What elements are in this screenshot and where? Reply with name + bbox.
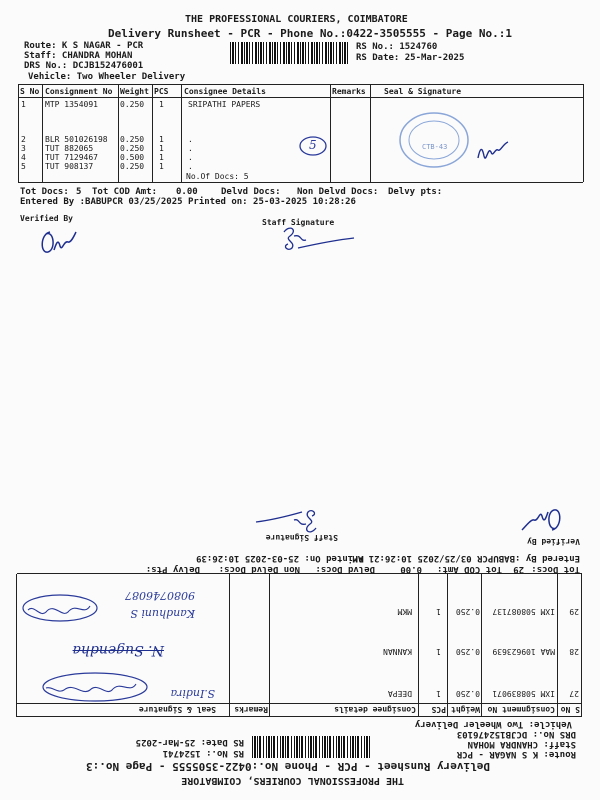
table-row: 0.250 bbox=[455, 607, 480, 616]
tot-cod-label: Tot COD Amt: bbox=[436, 564, 502, 574]
barcode bbox=[250, 736, 370, 758]
drs-number: DRS No.: DCJB152476001 bbox=[24, 61, 144, 71]
table-row: . bbox=[188, 153, 193, 162]
table-row: 3 bbox=[21, 144, 26, 153]
table-row: SRIPATHI PAPERS bbox=[188, 100, 261, 109]
tot-cod: 0.00 bbox=[176, 187, 198, 197]
entered-by: Entered By :BABUPCR 03/25/2025 bbox=[20, 197, 183, 207]
table-row: 1 bbox=[159, 144, 164, 153]
tot-docs: 29 bbox=[513, 564, 524, 574]
table-row: 0.500 bbox=[120, 153, 145, 162]
tot-cod-label: Tot COD Amt: bbox=[92, 187, 158, 197]
rs-date: RS Date: 25-Mar-2025 bbox=[356, 53, 465, 63]
col-pcs: PCS bbox=[431, 705, 446, 714]
col-consignment: Consignment No bbox=[45, 87, 113, 96]
col-consignment: Consignment No bbox=[487, 705, 555, 714]
table-row: 27 bbox=[569, 689, 579, 698]
table-row: . bbox=[188, 144, 193, 153]
handwritten-receiver-1: S.Indira bbox=[170, 687, 215, 700]
rs-number: RS No.: 1524760 bbox=[356, 42, 438, 52]
table-row: TUT 7129467 bbox=[45, 153, 98, 162]
table-row: . bbox=[188, 162, 193, 171]
staff: Staff: CHANDRA MOHAN bbox=[24, 51, 133, 61]
tot-cod: 0.00 bbox=[400, 564, 422, 574]
company-title: THE PROFESSIONAL COURIERS, COIMBATORE bbox=[181, 775, 404, 786]
delvy-pts-label: Delvy pts: bbox=[388, 187, 443, 197]
table-row: KANNAN bbox=[383, 647, 412, 656]
col-consignee: Consignee details bbox=[334, 705, 416, 714]
printed-on: Printed on: 25-03-2025 10:28:26 bbox=[188, 197, 356, 207]
printed-on: Printed On: 25-03-2025 10:26:39 bbox=[196, 553, 364, 563]
table-row: TUT 882065 bbox=[45, 144, 94, 153]
company-title: THE PROFESSIONAL COURIERS, COIMBATORE bbox=[185, 14, 408, 25]
vehicle: Vehicle: Two Wheeler Delivery bbox=[414, 719, 572, 729]
table-row: 1 bbox=[436, 647, 441, 656]
entered-by: Entered By :BABUPCR 03/25/2025 10:26:21 AM bbox=[352, 553, 580, 563]
table-row: 0.250 bbox=[120, 162, 145, 171]
table-row: DEEPA bbox=[387, 689, 412, 698]
table-row: 1 bbox=[159, 135, 164, 144]
runsheet-title: Delivery Runsheet - PCR - Phone No.:0422-3505555 - Page No.:1 bbox=[108, 27, 512, 40]
table-row: 0.250 bbox=[455, 647, 480, 656]
verified-by-label: Verified By bbox=[20, 214, 73, 223]
staff-signature-label: Staff Signature bbox=[265, 533, 338, 542]
col-sno: S No bbox=[560, 705, 580, 714]
route: Route: K S NAGAR - PCR bbox=[456, 749, 576, 759]
stamp-text: CTB-43 bbox=[422, 143, 448, 151]
rs-number: RS No.: 1524741 bbox=[162, 748, 244, 758]
table-row: 1 bbox=[159, 153, 164, 162]
table-row: TUT 908137 bbox=[45, 162, 94, 171]
tot-docs-label: Tot Docs: bbox=[531, 564, 580, 574]
col-pcs: PCS bbox=[154, 87, 169, 96]
table-row: 28 bbox=[569, 647, 579, 656]
runsheet-title: Delivery Runsheet - PCR - Phone No.:0422-3505555 - Page No.:3 bbox=[86, 760, 490, 773]
table-row: IXM 508839071 bbox=[492, 689, 555, 698]
handwritten-phone: 9080746087 bbox=[125, 589, 195, 602]
delvd-docs-label: Delvd Docs: bbox=[221, 187, 281, 197]
col-sno: S No bbox=[20, 87, 40, 96]
drs-number: DRS No.: DCJB152476103 bbox=[456, 729, 576, 739]
staff-signature bbox=[254, 506, 324, 538]
col-seal: Seal & Signature bbox=[384, 87, 462, 96]
staff-signature-label: Staff Signature bbox=[262, 218, 335, 227]
tot-docs-label: Tot Docs: bbox=[20, 187, 69, 197]
non-delvd-docs-label: Non Delvd Docs: bbox=[297, 187, 379, 197]
verified-by-label: Verified By bbox=[527, 537, 580, 546]
no-of-docs: No.Of Docs: 5 bbox=[186, 172, 249, 181]
table-row: 4 bbox=[21, 153, 26, 162]
table-row: 1 bbox=[159, 100, 164, 109]
route: Route: K S NAGAR - PCR bbox=[24, 41, 144, 51]
delvd-docs-label: Delvd Docs: bbox=[315, 564, 375, 574]
table-row: 0.250 bbox=[455, 689, 480, 698]
handwritten-count: 5 bbox=[309, 138, 317, 152]
table-row: BLR 501026198 bbox=[45, 135, 108, 144]
delvy-pts-label: Delvy Pts: bbox=[145, 564, 200, 574]
table-row: 0.250 bbox=[120, 135, 145, 144]
handwritten-scribble-1 bbox=[40, 670, 150, 704]
vehicle: Vehicle: Two Wheeler Delivery bbox=[28, 72, 186, 82]
col-remarks: Remarks bbox=[332, 87, 366, 96]
rs-date: RS Date: 25-Mar-2025 bbox=[135, 737, 244, 747]
table-row: MAA 109623639 bbox=[492, 647, 555, 656]
handwritten-scribble-2 bbox=[20, 592, 100, 624]
col-seal: Seal & Signature bbox=[138, 705, 216, 714]
staff: Staff: CHANDRA MOHAN bbox=[467, 739, 576, 749]
handwritten-receiver-2: N. Sugendha bbox=[72, 642, 164, 658]
verified-signature bbox=[520, 502, 564, 536]
table-row: . bbox=[188, 135, 193, 144]
col-weight: Weight bbox=[120, 87, 149, 96]
table-row: 0.250 bbox=[120, 100, 145, 109]
table-row: 1 bbox=[436, 607, 441, 616]
handwritten-receiver-3: Kandhuni S bbox=[130, 607, 195, 620]
tot-docs: 5 bbox=[76, 187, 82, 197]
table-row: 1 bbox=[159, 162, 164, 171]
col-weight: Weight bbox=[451, 705, 480, 714]
non-delvd-docs-label: Non Delvd Docs: bbox=[218, 564, 300, 574]
table-row: 2 bbox=[21, 135, 26, 144]
table-row: 0.250 bbox=[120, 144, 145, 153]
table-row: MTP 1354091 bbox=[45, 100, 98, 109]
table-row: 29 bbox=[569, 607, 579, 616]
table-row: MKM bbox=[397, 607, 412, 616]
table-row: IXM 508087137 bbox=[492, 607, 555, 616]
col-consignee: Consignee Details bbox=[184, 87, 266, 96]
table-row: 1 bbox=[21, 100, 26, 109]
table-row: 1 bbox=[436, 689, 441, 698]
table-row: 5 bbox=[21, 162, 26, 171]
col-remarks: Remarks bbox=[234, 705, 268, 714]
